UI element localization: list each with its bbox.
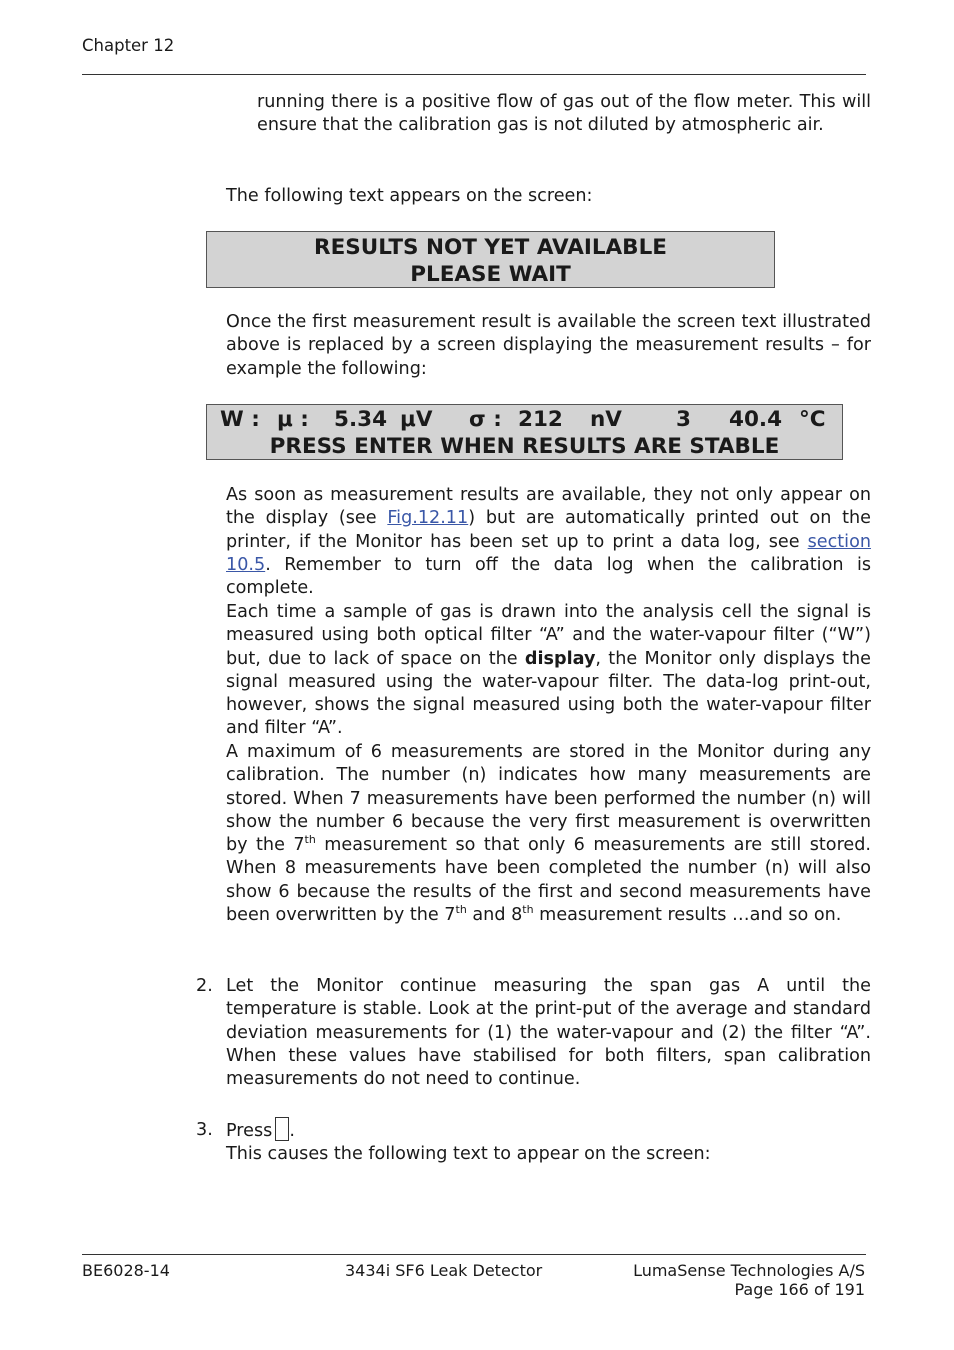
section-10-5-link[interactable]: section 10.5 bbox=[226, 531, 871, 575]
results-text-2b: , the Monitor only displays the signal measured using the water-vapour filter. The data-log print-out, however, shows the signal measured using both the water-vapour filter and filter “A”. bbox=[226, 648, 871, 739]
screen-line-1: RESULTS NOT YET AVAILABLE bbox=[314, 235, 667, 260]
footer-doc-code: BE6028-14 bbox=[82, 1261, 170, 1280]
superscript-th-1: th bbox=[304, 833, 316, 847]
temp-unit: °C bbox=[799, 407, 826, 432]
results-text-3d: measurement results …and so on. bbox=[533, 905, 842, 926]
chapter-header: Chapter 12 bbox=[82, 36, 175, 55]
footer-product: 3434i SF6 Leak Detector bbox=[345, 1261, 543, 1280]
step-3-follow-text: This causes the following text to appear on the screen: bbox=[226, 1144, 711, 1164]
results-text-1c: . Remember to turn off the data log when the calibration is complete. bbox=[226, 554, 871, 599]
results-text-1a: As soon as measurement results are available, they not only appear on the display (see bbox=[226, 485, 871, 529]
label-mu: μ : bbox=[277, 407, 309, 432]
sigma-unit: nV bbox=[590, 407, 622, 432]
results-paragraph-3 bbox=[226, 741, 871, 927]
results-text-3a: A maximum of 6 measurements are stored in the Monitor during any calibration. The number (n) indicates how many measurements are stored. When 7 measurements have been performed the number (n) will show the number 6 because the very first measurement is overwritten by the 7 bbox=[226, 742, 871, 856]
results-text-2a: Each time a sample of gas is drawn into the analysis cell the signal is measured using both optical filter “A” and the water-vapour filter (“W”) but, due to lack of space on the bbox=[226, 602, 871, 669]
temp-value: 40.4 bbox=[729, 407, 783, 432]
mu-unit: μV bbox=[400, 407, 433, 432]
results-text-1b: ) but are automatically printed out on the printer, if the Monitor has been set up to print a data log, see bbox=[226, 508, 871, 552]
press-period: . bbox=[289, 1121, 295, 1141]
step-2-number: 2. bbox=[196, 976, 213, 996]
results-line-2: PRESS ENTER WHEN RESULTS ARE STABLE bbox=[269, 434, 780, 459]
step-3-number: 3. bbox=[196, 1120, 213, 1140]
sigma-value: 212 bbox=[518, 407, 563, 432]
results-line-1 bbox=[207, 406, 842, 433]
superscript-th-3: th bbox=[522, 903, 534, 917]
following-text-1: The following text appears on the screen: bbox=[226, 186, 593, 206]
results-paragraph-1 bbox=[226, 484, 871, 600]
screen-display-waiting bbox=[206, 231, 775, 288]
mu-value: 5.34 bbox=[334, 407, 388, 432]
screen-display-results bbox=[206, 404, 843, 460]
intro-continuation: running there is a positive flow of gas out of the flow meter. This will ensure that the calibration gas is not diluted by atmospheric air. bbox=[257, 92, 871, 136]
results-text-3b: measurement so that only 6 measurements are still stored. When 8 measurements have been completed the number (n) will also show 6 because the results of the first and second measurements have been overwritten by the 7 bbox=[226, 835, 871, 926]
footer-page-number: Page 166 of 191 bbox=[734, 1280, 865, 1299]
press-label: Press bbox=[226, 1121, 273, 1141]
enter-key-icon bbox=[275, 1117, 289, 1141]
label-sigma: σ : bbox=[469, 407, 502, 432]
results-text-3c: and 8 bbox=[466, 905, 523, 926]
display-bold: display bbox=[524, 648, 596, 669]
n-value: 3 bbox=[676, 407, 691, 432]
step-2-text: Let the Monitor continue measuring the span gas A until the temperature is stable. Look at the print-put of the average and standard deviation measurements for (1) the water-vapour and (2) the filter “A”. When these values have stabilised for both filters, span calibration measurements do not need to continue. bbox=[226, 976, 871, 1090]
superscript-th-2: th bbox=[455, 903, 467, 917]
footer-rule bbox=[82, 1254, 866, 1255]
footer-company: LumaSense Technologies A/S bbox=[633, 1261, 865, 1280]
results-paragraph-2 bbox=[226, 601, 871, 741]
fig-12-11-link[interactable]: Fig.12.11 bbox=[387, 508, 469, 529]
step-3-press-line bbox=[226, 1117, 295, 1144]
header-rule bbox=[82, 74, 866, 75]
once-paragraph: Once the first measurement result is available the screen text illustrated above is replaced by a screen displaying the measurement results – for example the following: bbox=[226, 312, 871, 379]
label-w: W : bbox=[220, 407, 260, 432]
screen-line-2: PLEASE WAIT bbox=[410, 262, 571, 287]
